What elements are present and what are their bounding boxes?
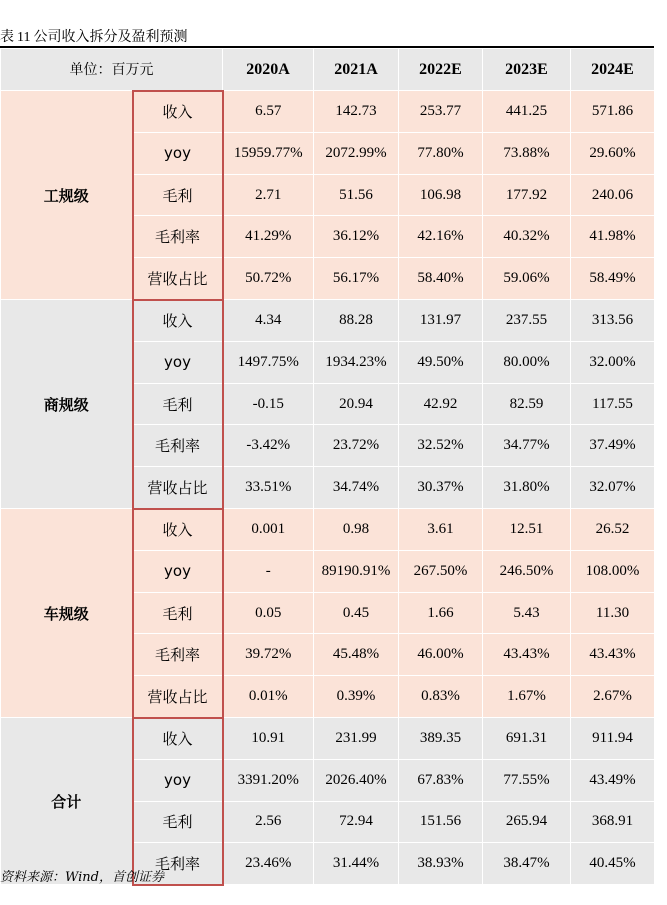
value-cell: 32.52%: [399, 425, 483, 467]
value-cell: 4.34: [223, 300, 314, 342]
value-cell: 59.06%: [483, 257, 571, 299]
value-cell: 0.001: [223, 509, 314, 551]
value-cell: 0.39%: [314, 675, 399, 717]
value-cell: 77.80%: [399, 133, 483, 175]
value-cell: 231.99: [314, 718, 399, 760]
metric-label: 毛利率: [133, 425, 223, 467]
value-cell: 12.51: [483, 509, 571, 551]
value-cell: 691.31: [483, 718, 571, 760]
value-cell: 31.80%: [483, 466, 571, 508]
value-cell: 45.48%: [314, 634, 399, 676]
value-cell: 246.50%: [483, 551, 571, 593]
value-cell: 56.17%: [314, 257, 399, 299]
value-cell: 43.43%: [483, 634, 571, 676]
value-cell: 106.98: [399, 174, 483, 216]
value-cell: 131.97: [399, 300, 483, 342]
value-cell: 117.55: [571, 383, 655, 425]
table-caption: [0, 28, 187, 46]
value-cell: 2.56: [223, 801, 314, 843]
value-cell: 441.25: [483, 91, 571, 133]
unit-label: 单位：百万元: [1, 49, 223, 91]
value-cell: 0.05: [223, 592, 314, 634]
value-cell: 41.29%: [223, 216, 314, 258]
value-cell: 58.40%: [399, 257, 483, 299]
metric-label: 毛利: [133, 174, 223, 216]
value-cell: 43.43%: [571, 634, 655, 676]
value-cell: -: [223, 551, 314, 593]
metric-label: 毛利: [133, 383, 223, 425]
value-cell: 10.91: [223, 718, 314, 760]
caption-number: 11: [17, 30, 31, 45]
value-cell: 32.07%: [571, 466, 655, 508]
group-label: 车规级: [1, 509, 133, 718]
value-cell: 0.98: [314, 509, 399, 551]
value-cell: 49.50%: [399, 342, 483, 384]
caption-title: 公司收入拆分及盈利预测: [33, 29, 188, 45]
value-cell: 108.00%: [571, 551, 655, 593]
value-cell: 265.94: [483, 801, 571, 843]
metric-label: 营收占比: [133, 466, 223, 508]
value-cell: 46.00%: [399, 634, 483, 676]
value-cell: -3.42%: [223, 425, 314, 467]
value-cell: 33.51%: [223, 466, 314, 508]
value-cell: 0.01%: [223, 675, 314, 717]
value-cell: 1.67%: [483, 675, 571, 717]
value-cell: 5.43: [483, 592, 571, 634]
value-cell: 36.12%: [314, 216, 399, 258]
value-cell: 2.67%: [571, 675, 655, 717]
table-row: [1, 509, 655, 551]
year-header: 2021A: [314, 49, 399, 91]
value-cell: 38.93%: [399, 843, 483, 885]
value-cell: 32.00%: [571, 342, 655, 384]
value-cell: 88.28: [314, 300, 399, 342]
value-cell: 29.60%: [571, 133, 655, 175]
value-cell: 23.46%: [223, 843, 314, 885]
table-row: [1, 300, 655, 342]
financial-table: [0, 48, 655, 886]
value-cell: 80.00%: [483, 342, 571, 384]
value-cell: 58.49%: [571, 257, 655, 299]
metric-label: 收入: [133, 91, 223, 133]
value-cell: 389.35: [399, 718, 483, 760]
value-cell: 42.92: [399, 383, 483, 425]
group-label: 合计: [1, 718, 133, 885]
value-cell: 911.94: [571, 718, 655, 760]
table-body: [1, 91, 655, 885]
value-cell: 20.94: [314, 383, 399, 425]
group-label: 商规级: [1, 300, 133, 509]
value-cell: 67.83%: [399, 760, 483, 802]
metric-label: 毛利率: [133, 634, 223, 676]
metric-label: 收入: [133, 509, 223, 551]
value-cell: 151.56: [399, 801, 483, 843]
source-note: 资料来源：Wind，首创证券: [0, 870, 164, 885]
value-cell: 571.86: [571, 91, 655, 133]
value-cell: 82.59: [483, 383, 571, 425]
value-cell: 51.56: [314, 174, 399, 216]
value-cell: 1.66: [399, 592, 483, 634]
value-cell: 50.72%: [223, 257, 314, 299]
metric-label: 毛利: [133, 801, 223, 843]
value-cell: 38.47%: [483, 843, 571, 885]
value-cell: 30.37%: [399, 466, 483, 508]
group-label: 工规级: [1, 91, 133, 300]
value-cell: 73.88%: [483, 133, 571, 175]
table-row: [1, 718, 655, 760]
metric-label: 毛利: [133, 592, 223, 634]
value-cell: 237.55: [483, 300, 571, 342]
value-cell: 31.44%: [314, 843, 399, 885]
value-cell: 40.32%: [483, 216, 571, 258]
caption-prefix: 表: [0, 29, 14, 45]
value-cell: 37.49%: [571, 425, 655, 467]
value-cell: 40.45%: [571, 843, 655, 885]
value-cell: 34.77%: [483, 425, 571, 467]
metric-label: yoy: [133, 342, 223, 384]
value-cell: 2072.99%: [314, 133, 399, 175]
metric-label: 营收占比: [133, 257, 223, 299]
value-cell: 15959.77%: [223, 133, 314, 175]
value-cell: 177.92: [483, 174, 571, 216]
value-cell: 23.72%: [314, 425, 399, 467]
metric-label: yoy: [133, 551, 223, 593]
value-cell: 11.30: [571, 592, 655, 634]
year-header: 2024E: [571, 49, 655, 91]
year-header: 2023E: [483, 49, 571, 91]
value-cell: 34.74%: [314, 466, 399, 508]
value-cell: 142.73: [314, 91, 399, 133]
value-cell: 3391.20%: [223, 760, 314, 802]
value-cell: 43.49%: [571, 760, 655, 802]
header-row: [1, 49, 655, 91]
value-cell: 89190.91%: [314, 551, 399, 593]
value-cell: -0.15: [223, 383, 314, 425]
value-cell: 39.72%: [223, 634, 314, 676]
metric-label: 收入: [133, 718, 223, 760]
value-cell: 6.57: [223, 91, 314, 133]
table-row: [1, 91, 655, 133]
metric-label: 毛利率: [133, 843, 223, 885]
value-cell: 41.98%: [571, 216, 655, 258]
value-cell: 26.52: [571, 509, 655, 551]
value-cell: 368.91: [571, 801, 655, 843]
metric-label: 营收占比: [133, 675, 223, 717]
year-header: 2022E: [399, 49, 483, 91]
value-cell: 77.55%: [483, 760, 571, 802]
value-cell: 42.16%: [399, 216, 483, 258]
value-cell: 0.45: [314, 592, 399, 634]
metric-label: yoy: [133, 133, 223, 175]
metric-label: 毛利率: [133, 216, 223, 258]
metric-label: yoy: [133, 760, 223, 802]
value-cell: 3.61: [399, 509, 483, 551]
year-header: 2020A: [223, 49, 314, 91]
value-cell: 72.94: [314, 801, 399, 843]
metric-label: 收入: [133, 300, 223, 342]
value-cell: 267.50%: [399, 551, 483, 593]
value-cell: 1497.75%: [223, 342, 314, 384]
value-cell: 313.56: [571, 300, 655, 342]
value-cell: 2026.40%: [314, 760, 399, 802]
value-cell: 0.83%: [399, 675, 483, 717]
value-cell: 253.77: [399, 91, 483, 133]
value-cell: 240.06: [571, 174, 655, 216]
value-cell: 2.71: [223, 174, 314, 216]
value-cell: 1934.23%: [314, 342, 399, 384]
